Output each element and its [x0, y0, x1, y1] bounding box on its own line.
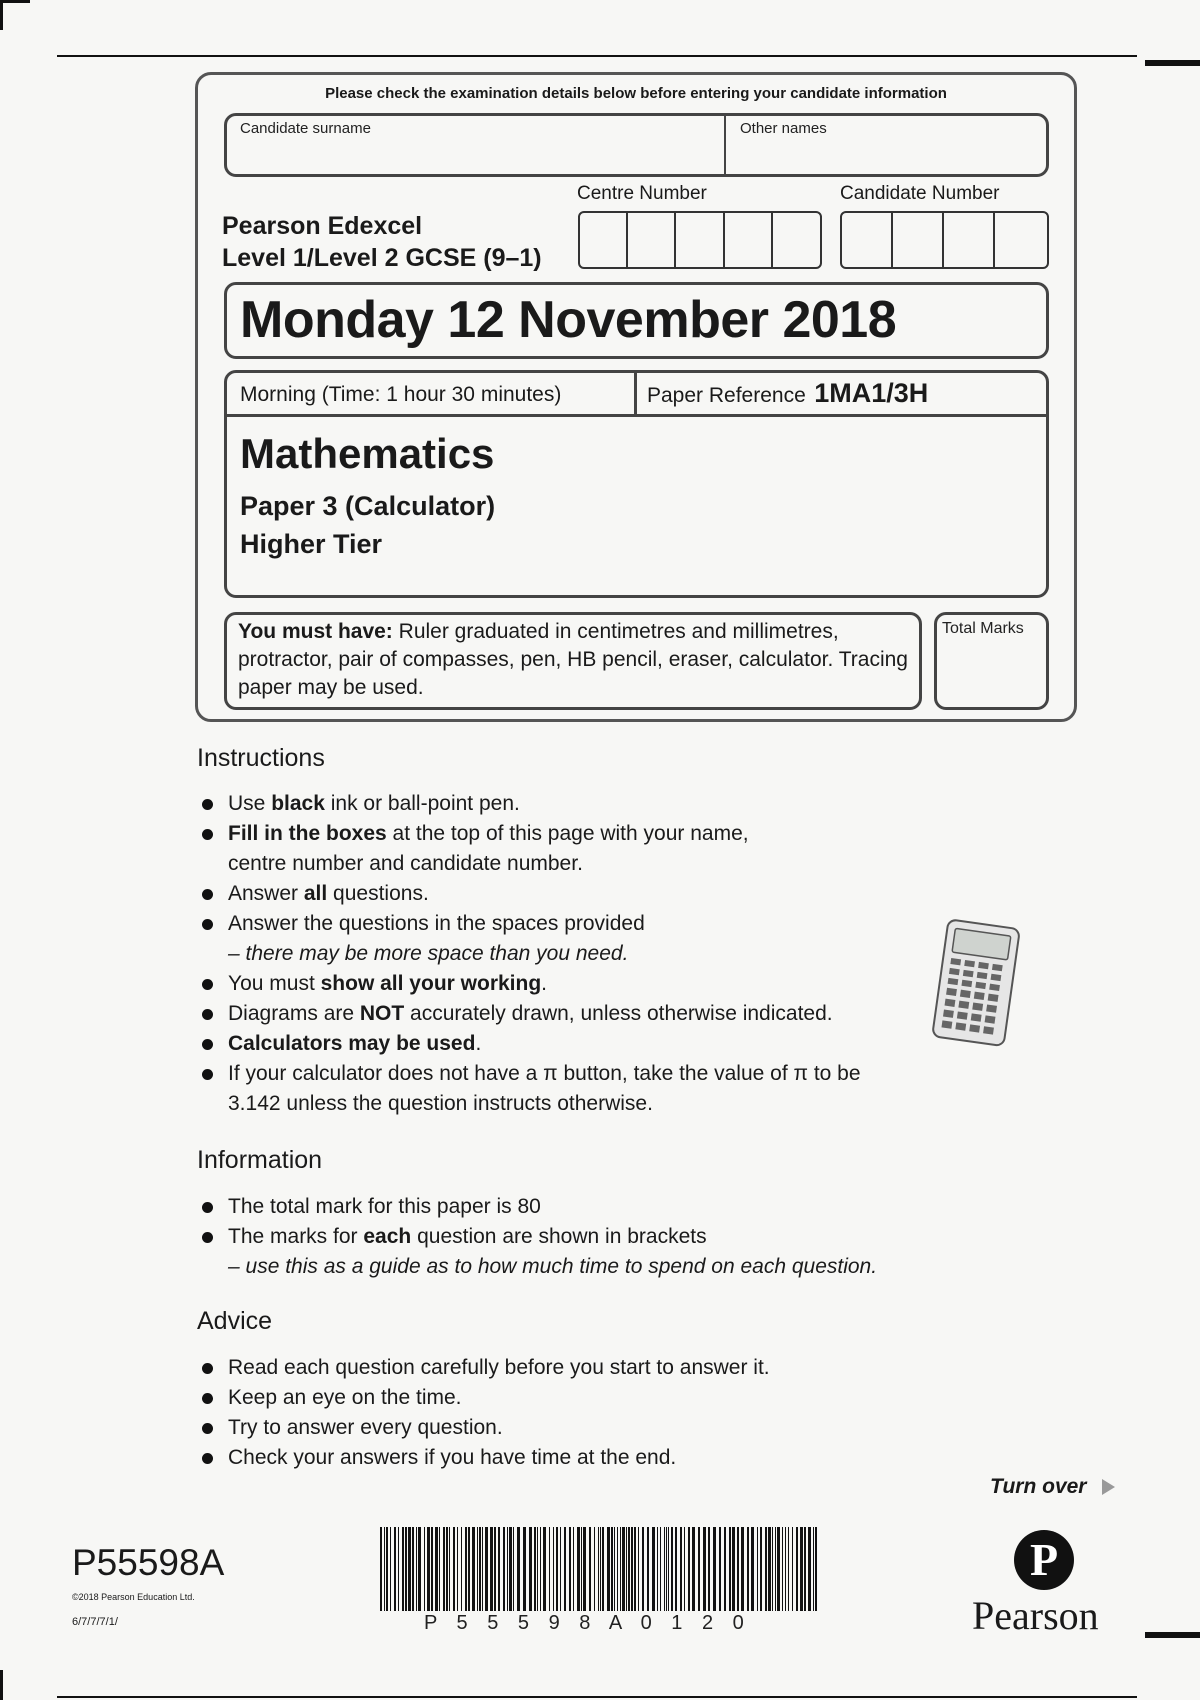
information-item: The total mark for this paper is 80 — [200, 1192, 1100, 1222]
instruction-item: You must show all your working. — [200, 969, 920, 999]
information-list — [200, 1192, 1100, 1282]
session-time: Morning (Time: 1 hour 30 minutes) — [240, 383, 562, 406]
barcode-bar — [737, 1527, 739, 1611]
barcode-bar — [772, 1527, 773, 1611]
barcode — [380, 1527, 818, 1611]
barcode-bar — [600, 1527, 601, 1611]
barcode-bar — [611, 1527, 613, 1611]
advice-item: Check your answers if you have time at the end. — [200, 1443, 1000, 1473]
instruction-item: Calculators may be used. — [200, 1029, 920, 1059]
publisher-name: Pearson — [972, 1593, 1099, 1638]
barcode-bar — [751, 1527, 754, 1611]
centre-number-cell[interactable] — [628, 213, 676, 267]
barcode-bar — [427, 1527, 430, 1611]
barcode-bar — [457, 1527, 458, 1611]
must-have-label: You must have: — [238, 620, 393, 643]
barcode-bar — [815, 1527, 817, 1611]
barcode-bar — [380, 1527, 382, 1611]
barcode-bar — [719, 1527, 721, 1611]
advice-item: Keep an eye on the time. — [200, 1383, 1000, 1413]
barcode-bar — [384, 1527, 385, 1611]
centre-number-boxes[interactable] — [578, 211, 822, 269]
barcode-bar — [453, 1527, 455, 1611]
barcode-bar — [461, 1527, 462, 1611]
barcode-bar — [443, 1527, 445, 1611]
board-line1: Pearson Edexcel — [222, 212, 423, 240]
surname-label: Candidate surname — [240, 120, 371, 137]
crop-mark-top-left-v — [0, 0, 3, 30]
barcode-bar — [777, 1527, 780, 1611]
instruction-item: Answer the questions in the spaces provided – there may be more space than you need. — [200, 909, 920, 969]
instruction-item: Fill in the boxes at the top of this page with your name, centre number and candidate number. — [200, 819, 920, 879]
barcode-bar — [775, 1527, 776, 1611]
total-marks-label: Total Marks — [942, 620, 1024, 637]
barcode-bar — [698, 1527, 700, 1611]
barcode-bar — [482, 1527, 483, 1611]
barcode-bar — [660, 1527, 661, 1611]
barcode-bar — [708, 1527, 710, 1611]
centre-number-cell[interactable] — [676, 213, 724, 267]
barcode-bar — [431, 1527, 433, 1611]
barcode-bar — [573, 1527, 574, 1611]
barcode-bar — [435, 1527, 438, 1611]
centre-number-cell[interactable] — [580, 213, 628, 267]
pearson-logo-letter: P — [1029, 1534, 1059, 1585]
right-edge-mark-top — [1145, 60, 1200, 66]
barcode-bar — [785, 1527, 786, 1611]
instruction-item: Use black ink or ball-point pen. — [200, 789, 920, 819]
barcode-bar — [607, 1527, 610, 1611]
barcode-bar — [560, 1527, 561, 1611]
barcode-bar — [782, 1527, 783, 1611]
barcode-bar — [666, 1527, 667, 1611]
barcode-bar — [583, 1527, 586, 1611]
barcode-bar — [617, 1527, 618, 1611]
barcode-bar — [729, 1527, 731, 1611]
barcode-bar — [800, 1527, 803, 1611]
instruction-item: Diagrams are NOT accurately drawn, unless otherwise indicated. — [200, 999, 920, 1029]
barcode-bar — [664, 1527, 665, 1611]
barcode-bar — [668, 1527, 669, 1611]
paper-reference-value: 1MA1/3H — [814, 378, 929, 408]
barcode-bar — [398, 1527, 399, 1611]
barcode-bar — [602, 1527, 604, 1611]
barcode-bar — [765, 1527, 767, 1611]
board-line2: Level 1/Level 2 GCSE (9–1) — [222, 244, 542, 272]
barcode-bar — [594, 1527, 595, 1611]
barcode-bar — [412, 1527, 414, 1611]
barcode-bar — [724, 1527, 726, 1611]
other-names-label: Other names — [740, 120, 827, 137]
barcode-bar — [760, 1527, 762, 1611]
advice-title: Advice — [197, 1307, 273, 1335]
barcode-bar — [747, 1527, 749, 1611]
barcode-bar — [537, 1527, 538, 1611]
paper-name: Paper 3 (Calculator) — [240, 491, 496, 521]
barcode-bar — [652, 1527, 655, 1611]
paper-reference — [647, 378, 928, 409]
exam-date: Monday 12 November 2018 — [240, 291, 897, 349]
barcode-bar — [638, 1527, 639, 1611]
information-item: The marks for each question are shown in brackets – use this as a guide as to how much time to spend on each question. — [200, 1222, 1100, 1282]
barcode-bar — [553, 1527, 554, 1611]
barcode-bar — [657, 1527, 658, 1611]
advice-list — [200, 1353, 1000, 1473]
candidate-number-cell[interactable] — [842, 213, 893, 267]
barcode-bar — [614, 1527, 615, 1611]
barcode-bar — [680, 1527, 682, 1611]
turn-over-label: Turn over — [990, 1475, 1087, 1498]
barcode-bar — [386, 1527, 388, 1611]
crop-mark-top-left-h — [0, 0, 30, 3]
barcode-bar — [675, 1527, 677, 1611]
calculator-icon — [928, 918, 1028, 1048]
barcode-bar — [634, 1527, 636, 1611]
barcode-bar — [642, 1527, 644, 1611]
barcode-bar — [534, 1527, 536, 1611]
barcode-bar — [564, 1527, 566, 1611]
centre-number-cell[interactable] — [725, 213, 773, 267]
barcode-bar — [439, 1527, 440, 1611]
barcode-bar — [446, 1527, 448, 1611]
barcode-bar — [788, 1527, 789, 1611]
paper-info-header-divider — [634, 370, 637, 416]
barcode-bar — [581, 1527, 582, 1611]
barcode-bar — [402, 1527, 404, 1611]
barcode-bar — [620, 1527, 621, 1611]
barcode-bar — [813, 1527, 814, 1611]
barcode-bar — [543, 1527, 546, 1611]
triangle-right-icon — [1102, 1479, 1115, 1495]
barcode-bar — [517, 1527, 520, 1611]
barcode-bar — [513, 1527, 514, 1611]
tier: Higher Tier — [240, 529, 383, 559]
advice-item: Read each question carefully before you start to answer it. — [200, 1353, 1000, 1383]
pearson-logo-icon — [1014, 1530, 1074, 1590]
barcode-bar — [485, 1527, 488, 1611]
barcode-bar — [757, 1527, 758, 1611]
copyright: ©2018 Pearson Education Ltd. — [72, 1592, 195, 1602]
barcode-bar — [394, 1527, 396, 1611]
barcode-bar — [509, 1527, 512, 1611]
barcode-bar — [732, 1527, 735, 1611]
barcode-bar — [529, 1527, 532, 1611]
barcode-bar — [688, 1527, 690, 1611]
barcode-bar — [569, 1527, 571, 1611]
barcode-bar — [468, 1527, 470, 1611]
barcode-bar — [631, 1527, 633, 1611]
advice-item: Try to answer every question. — [200, 1413, 1000, 1443]
barcode-bar — [390, 1527, 391, 1611]
barcode-bar — [556, 1527, 558, 1611]
barcode-bar — [472, 1527, 475, 1611]
barcode-bar — [549, 1527, 550, 1611]
barcode-bar — [808, 1527, 811, 1611]
barcode-bar — [416, 1527, 417, 1611]
barcode-bar — [494, 1527, 496, 1611]
barcode-bar — [449, 1527, 450, 1611]
barcode-bar — [577, 1527, 580, 1611]
information-title: Information — [197, 1146, 323, 1174]
barcode-bar — [647, 1527, 649, 1611]
barcode-bar — [523, 1527, 526, 1611]
candidate-number-boxes[interactable] — [840, 211, 1049, 269]
right-edge-mark-bottom — [1145, 1632, 1200, 1638]
candidate-number-cell[interactable] — [944, 213, 995, 267]
barcode-bar — [692, 1527, 695, 1611]
barcode-bar — [598, 1527, 599, 1611]
turn-over — [990, 1475, 1115, 1499]
barcode-bar — [628, 1527, 630, 1611]
instructions-list — [200, 789, 920, 1119]
centre-number-label: Centre Number — [577, 183, 707, 204]
barcode-bar — [503, 1527, 505, 1611]
barcode-bar — [507, 1527, 508, 1611]
check-notice: Please check the examination details below before entering your candidate information — [325, 85, 947, 102]
barcode-bar — [589, 1527, 591, 1611]
barcode-bar — [671, 1527, 673, 1611]
candidate-name-divider — [724, 113, 726, 177]
candidate-number-label: Candidate Number — [840, 183, 1000, 204]
barcode-text: P 5 5 5 9 8 A 0 1 2 0 — [424, 1612, 751, 1634]
barcode-bar — [477, 1527, 478, 1611]
barcode-bar — [479, 1527, 481, 1611]
top-rule — [57, 55, 1137, 57]
barcode-bar — [796, 1527, 798, 1611]
paper-code: P55598A — [72, 1542, 225, 1583]
paper-reference-label: Paper Reference — [647, 384, 806, 407]
barcode-bar — [792, 1527, 793, 1611]
barcode-bar — [465, 1527, 467, 1611]
barcode-bar — [408, 1527, 411, 1611]
barcode-bar — [768, 1527, 771, 1611]
barcode-bar — [405, 1527, 407, 1611]
barcode-bar — [741, 1527, 744, 1611]
barcode-bar — [490, 1527, 493, 1611]
barcode-bar — [684, 1527, 685, 1611]
barcode-bar — [622, 1527, 625, 1611]
candidate-number-cell[interactable] — [995, 213, 1047, 267]
instruction-item: Answer all questions. — [200, 879, 920, 909]
must-have-equipment: Ruler graduated in centimetres and millimetres, protractor, pair of compasses, pen, HB pencil, eraser, calculator. Tracing paper may be used. — [238, 620, 908, 699]
barcode-bar — [424, 1527, 425, 1611]
barcode-bar — [418, 1527, 421, 1611]
print-code: 6/7/7/7/1/ — [72, 1616, 118, 1628]
centre-number-cell[interactable] — [773, 213, 820, 267]
instruction-item: If your calculator does not have a π button, take the value of π to be 3.142 unless the question instructs otherwise. — [200, 1059, 920, 1119]
barcode-bar — [703, 1527, 706, 1611]
bottom-rule — [57, 1696, 1137, 1698]
instructions-title: Instructions — [197, 744, 325, 772]
subject-title: Mathematics — [240, 430, 495, 477]
barcode-bar — [540, 1527, 541, 1611]
candidate-number-cell[interactable] — [893, 213, 944, 267]
must-have-text — [238, 618, 908, 702]
barcode-bar — [713, 1527, 716, 1611]
barcode-bar — [626, 1527, 627, 1611]
barcode-bar — [498, 1527, 500, 1611]
crop-mark-bottom-left-v — [0, 1670, 3, 1700]
barcode-bar — [804, 1527, 806, 1611]
